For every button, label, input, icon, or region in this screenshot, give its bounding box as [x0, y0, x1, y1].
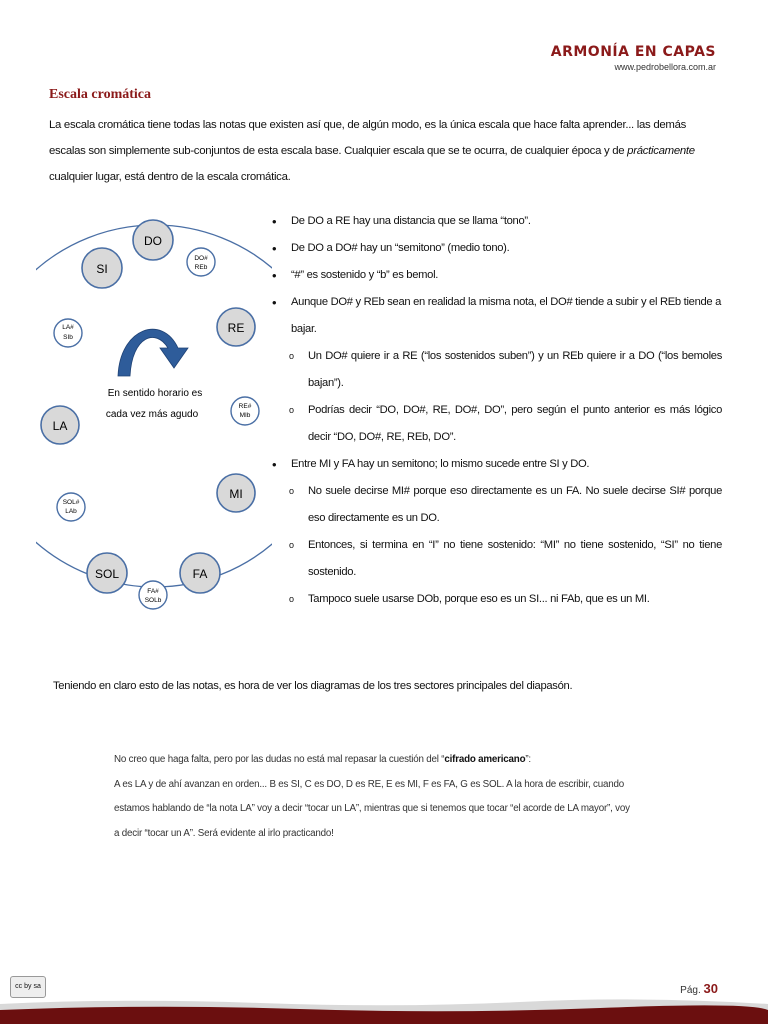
bullet-semitono: • De DO a DO# hay un “semitono” (medio tono).: [272, 235, 722, 262]
note-sol-sharp-label-a: SOL#: [62, 499, 80, 506]
bullet-mi-fa: • Entre MI y FA hay un semitono; lo mismo sucede entre SI y DO.: [272, 451, 722, 478]
note-si: [82, 248, 122, 288]
intro-text-1: La escala cromática tiene todas las notas que existen así que, de algún modo, es la única escala que hace falta aprender... las demás escalas son simplemente sub-conjuntos de esta escala base. Cualquier escala que se te ocurra, de cualquier época y de: [49, 119, 687, 157]
sub-bullet-ends-in-i: o Entonces, si termina en “I” no tiene sostenido: “MI” no tiene sostenido, “SI” no tiene sostenido.: [272, 532, 722, 586]
brand-header: [551, 44, 716, 72]
diagram-caption-2: cada vez más agudo: [105, 409, 199, 420]
creative-commons-icon: cc by sa: [10, 976, 46, 998]
intro-paragraph: [49, 112, 721, 190]
note-la-sharp: [54, 319, 82, 347]
note-fa-label: FA: [192, 567, 208, 581]
note-mi-label: MI: [229, 487, 243, 501]
note-fa: [180, 553, 220, 593]
note-la-sharp-label-b: SIb: [63, 334, 73, 341]
note-la: [41, 406, 79, 444]
note-line-1: [114, 748, 634, 773]
diagram-caption-1: En sentido horario es: [107, 388, 203, 399]
chromatic-circle-diagram: [36, 196, 272, 626]
page-indicator: [680, 981, 718, 996]
note-re-sharp-label-b: MIb: [239, 412, 251, 419]
bullet-enharmonic: • Aunque DO# y REb sean en realidad la misma nota, el DO# tiende a subir y el REb tiende a bajar.: [272, 289, 722, 343]
bullet-sostenido-bemol: • “#” es sostenido y “b” es bemol.: [272, 262, 722, 289]
note-fa-sharp: [139, 581, 167, 609]
brand-title: ARMONÍA EN CAPAS: [550, 44, 716, 60]
sub-bullet-direction: o Un DO# quiere ir a RE (“los sostenidos suben”) y un REb quiere ir a DO (“los bemoles bajan”).: [272, 343, 722, 397]
clockwise-arrow-icon: [118, 329, 188, 376]
note-la-label: LA: [52, 419, 68, 433]
bullet-list: [272, 208, 722, 613]
section-title: Escala cromática: [49, 87, 151, 102]
note-do-sharp: [187, 248, 215, 276]
sub-bullet-example: o Podrías decir “DO, DO#, RE, DO#, DO”, pero según el punto anterior es más lógico decir “DO, DO#, RE, REb, DO”.: [272, 397, 722, 451]
note-re-label: RE: [227, 321, 245, 335]
bullet-tono: • De DO a RE hay una distancia que se llama “tono”.: [272, 208, 722, 235]
note-mi: [217, 474, 255, 512]
note-re-sharp: [231, 397, 259, 425]
note-sol: [87, 553, 127, 593]
note-emphasis: cifrado americano: [444, 754, 526, 765]
page-number: 30: [703, 981, 718, 996]
note-fa-sharp-label-a: FA#: [147, 588, 159, 595]
note-sol-label: SOL: [94, 567, 120, 581]
note-si-label: SI: [96, 262, 108, 276]
note-fa-sharp-label-b: SOLb: [144, 597, 162, 604]
closing-paragraph: Teniendo en claro esto de las notas, es hora de ver los diagramas de los tres sectores principales del diapasón.: [53, 680, 573, 692]
note-re: [217, 308, 255, 346]
note-sol-sharp: [57, 493, 85, 521]
note-sol-sharp-label-b: LAb: [65, 508, 77, 515]
note-box: [114, 748, 634, 846]
note-do: [133, 220, 173, 260]
note-text-a: No creo que haga falta, pero por las dudas no está mal repasar la cuestión del “: [114, 754, 445, 765]
brand-url: www.pedrobellora.com.ar: [614, 62, 716, 72]
note-re-sharp-label-a: RE#: [238, 403, 252, 410]
footer-band: [0, 998, 768, 1024]
note-line-2: A es LA y de ahí avanzan en orden... B es SI, C es DO, D es RE, E es MI, F es FA, G es SOL. A la hora de escribir, cuando estamos hablando de “la nota LA” voy a decir “tocar un LA”, mientras que si tenemos que tocar “el acorde de LA mayor”, voy a decir “tocar un A”. Será evidente al irlo practicando!: [114, 778, 630, 839]
note-do-sharp-label-a: DO#: [194, 255, 208, 262]
note-text-c: ”:: [525, 754, 531, 765]
note-do-sharp-label-b: REb: [194, 264, 208, 271]
intro-text-2: cualquier lugar, está dentro de la escala cromática.: [49, 171, 291, 183]
note-do-label: DO: [144, 234, 162, 248]
sub-bullet-no-mi-sharp: o No suele decirse MI# porque eso directamente es un FA. No suele decirse SI# porque eso directamente es un DO.: [272, 478, 722, 532]
intro-emphasis: prácticamente: [627, 145, 695, 157]
note-la-sharp-label-a: LA#: [62, 324, 74, 331]
sub-bullet-no-do-flat: o Tampoco suele usarse DOb, porque eso es un SI... ni FAb, que es un MI.: [272, 586, 722, 613]
page-label: Pág.: [680, 985, 701, 996]
